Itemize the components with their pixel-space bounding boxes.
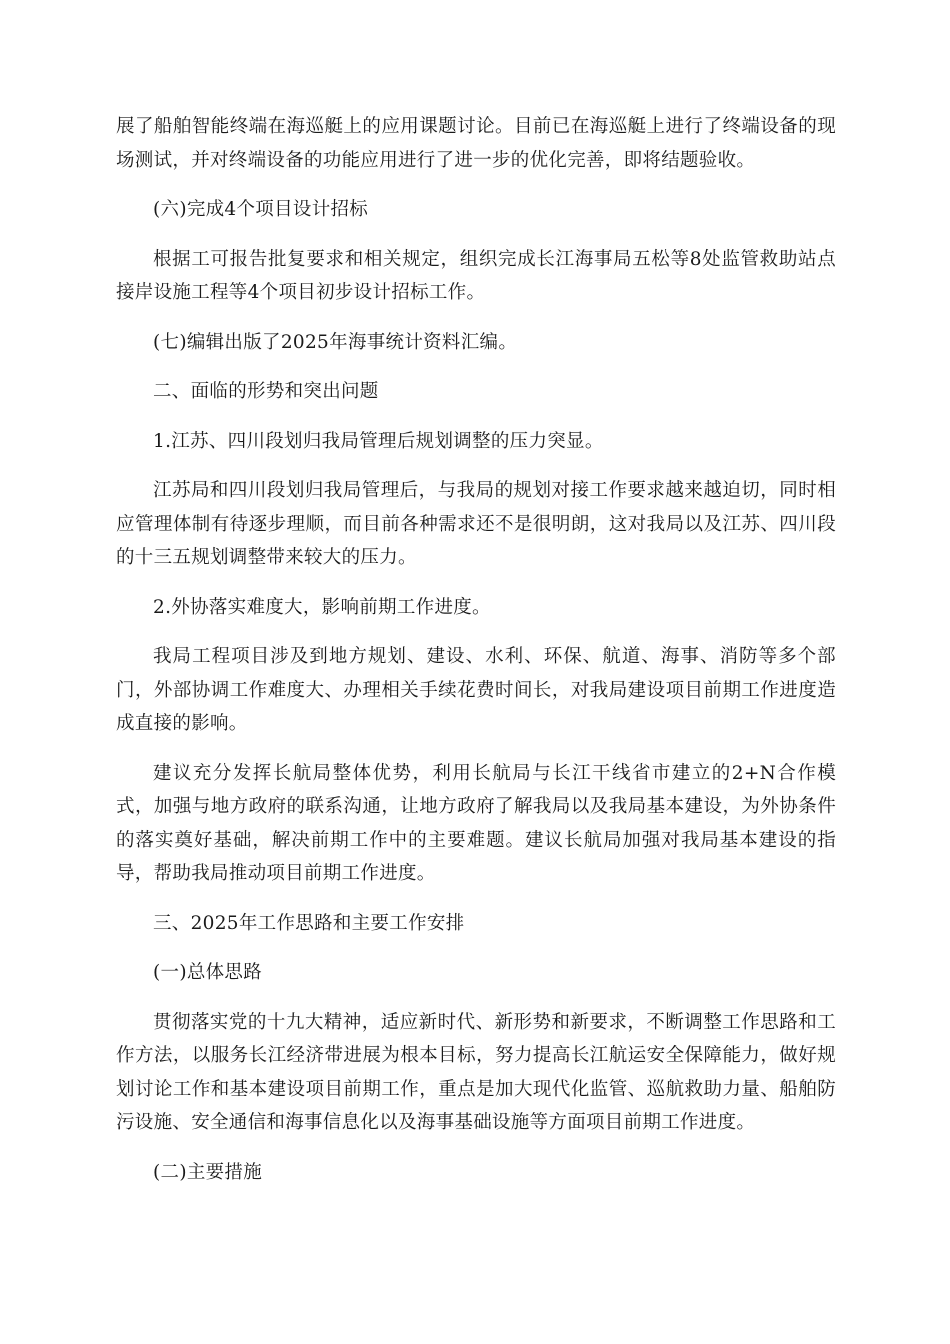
section-heading: (六)完成4个项目设计招标	[153, 199, 369, 220]
section-heading: (二)主要措施	[153, 1161, 263, 1183]
subsection-heading: 2.外协落实难度大，影响前期工作进度。	[153, 596, 491, 618]
paragraph: 根据工可报告批复要求和相关规定，组织完成长江海事局五松等8处监管救助站点接岸设施工程等4个项目初步设计招标工作。	[116, 248, 836, 303]
paragraph: 展了船舶智能终端在海巡艇上的应用课题讨论。目前已在海巡艇上进行了终端设备的现场测试，并对终端设备的功能应用进行了进一步的优化完善，即将结题验收。	[116, 116, 836, 171]
paragraph: 建议充分发挥长航局整体优势，利用长航局与长江干线省市建立的2+N合作模式，加强与地方政府的联系沟通，让地方政府了解我局以及我局基本建设，为外协条件的落实奠好基础，解决前期工作中的主要难题。建议长航局加强对我局基本建设的指导，帮助我局推动项目前期工作进度。	[116, 762, 836, 884]
chapter-heading: 二、面临的形势和突出问题	[153, 381, 379, 402]
paragraph: 我局工程项目涉及到地方规划、建设、水利、环保、航道、海事、消防等多个部门，外部协调工作难度大、办理相关手续花费时间长，对我局建设项目前期工作进度造成直接的影响。	[116, 646, 836, 734]
chapter-heading: 三、2025年工作思路和主要工作安排	[153, 912, 465, 934]
document-page	[116, 110, 836, 1205]
section-heading: (七)编辑出版了2025年海事统计资料汇编。	[153, 331, 518, 353]
paragraph: 贯彻落实党的十九大精神，适应新时代、新形势和新要求，不断调整工作思路和工作方法，以服务长江经济带进展为根本目标，努力提高长江航运安全保障能力，做好规划讨论工作和基本建设项目前期工作，重点是加大现代化监管、巡航救助力量、船舶防污设施、安全通信和海事信息化以及海事基础设施等方面项目前期工作进度。	[116, 1011, 836, 1133]
section-heading: (一)总体思路	[153, 962, 263, 983]
paragraph: 江苏局和四川段划归我局管理后，与我局的规划对接工作要求越来越迫切，同时相应管理体制有待逐步理顺，而目前各种需求还不是很明朗，这对我局以及江苏、四川段的十三五规划调整带来较大的压力。	[116, 480, 836, 568]
subsection-heading: 1.江苏、四川段划归我局管理后规划调整的压力突显。	[153, 430, 604, 452]
